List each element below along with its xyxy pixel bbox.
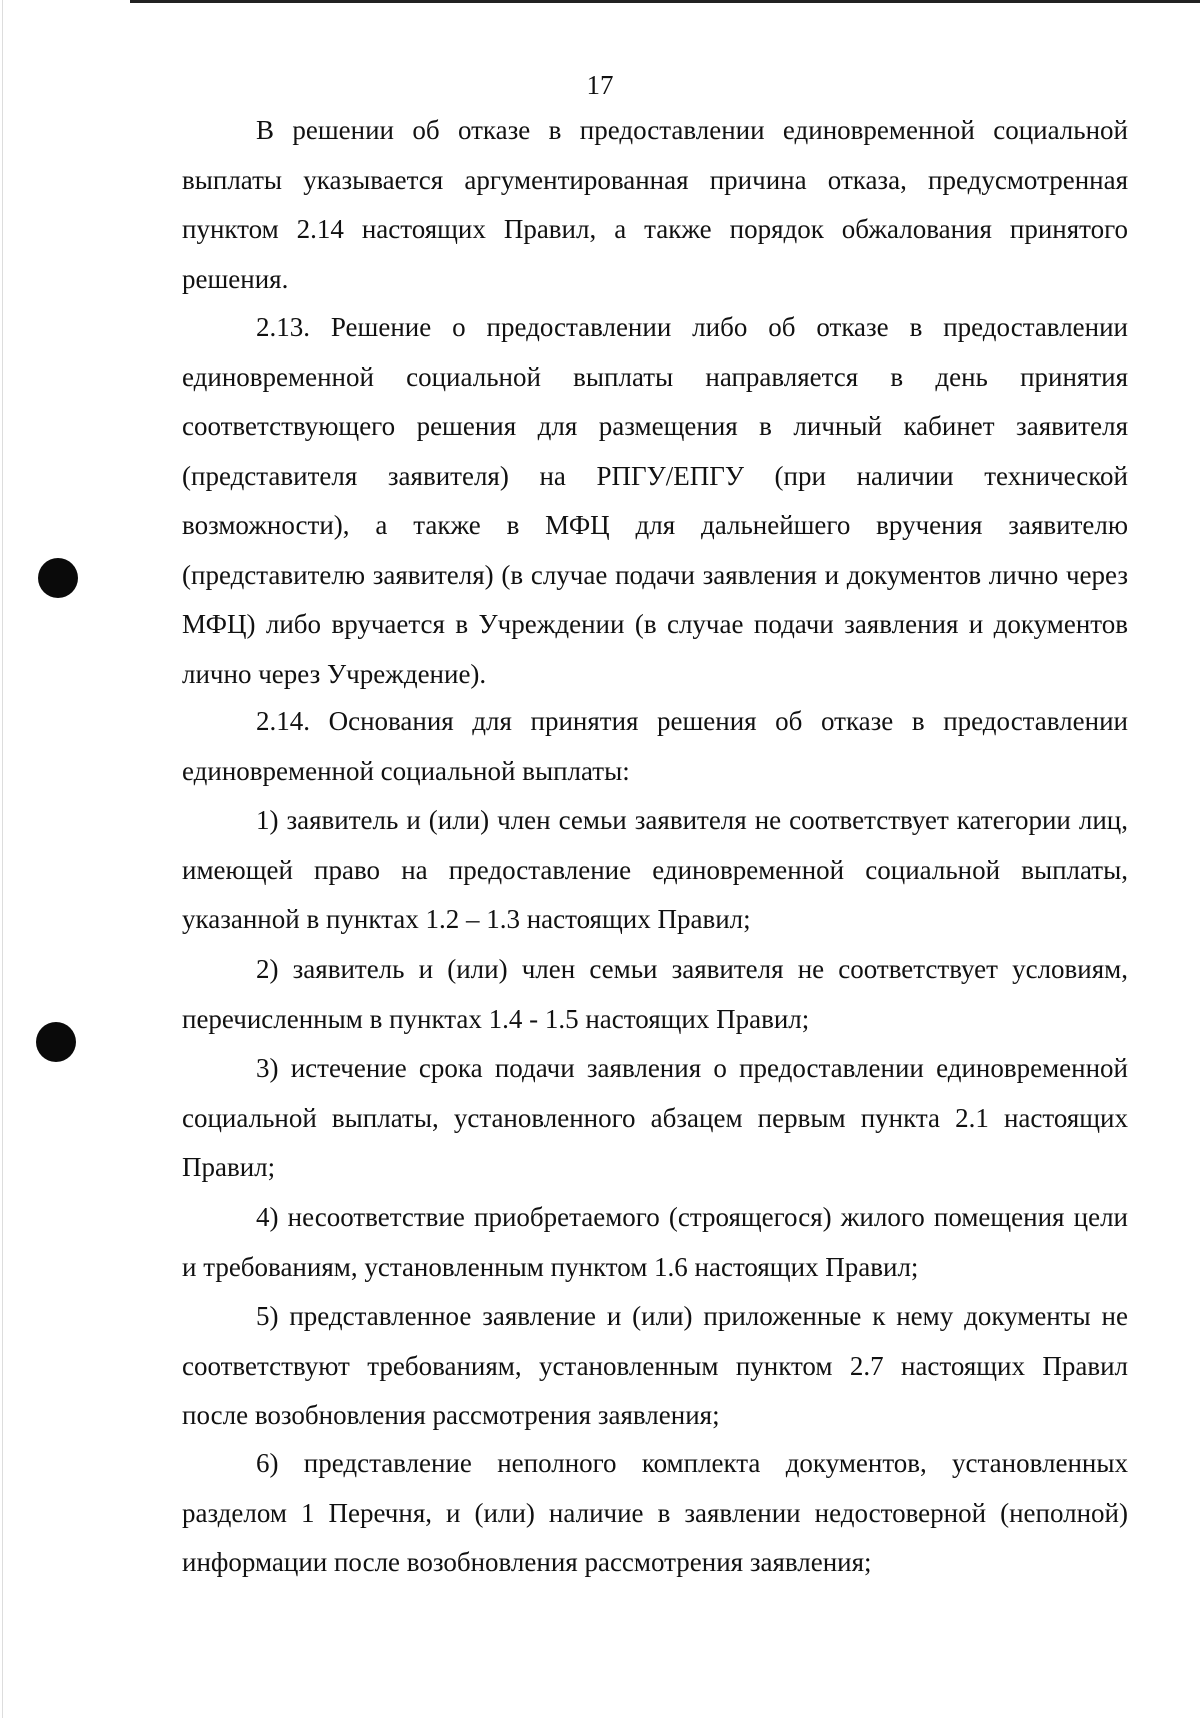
scan-top-border <box>130 0 1200 3</box>
list-item-3: 3) истечение срока подачи заявления о предоставлении единовременной социальной выплаты, установленного абзацем первым пункта 2.1 настоящих Правил; <box>182 1053 1128 1182</box>
list-item-5: 5) представленное заявление и (или) приложенные к нему документы не соответствуют требованиям, установленным пунктом 2.7 настоящих Правил после возобновления рассмотрения заявления; <box>182 1301 1128 1430</box>
list-item-1: 1) заявитель и (или) член семьи заявителя не соответствует категории лиц, имеющей право на предоставление единовременной социальной выплаты, указанной в пунктах 1.2 – 1.3 настоящих Правил; <box>182 805 1128 934</box>
scan-left-edge <box>2 0 3 1718</box>
punch-hole <box>38 558 78 598</box>
punch-hole <box>36 1022 76 1062</box>
page-number: 17 <box>586 70 614 100</box>
paragraph-2-14: 2.14. Основания для принятия решения об отказе в предоставлении единовременной социальной выплаты: <box>182 706 1128 786</box>
list-item-2: 2) заявитель и (или) член семьи заявителя не соответствует условиям, перечисленным в пунктах 1.4 - 1.5 настоящих Правил; <box>182 954 1128 1034</box>
list-item-4: 4) несоответствие приобретаемого (строящегося) жилого помещения цели и требованиям, установленным пунктом 1.6 настоящих Правил; <box>182 1202 1128 1282</box>
list-item-6: 6) представление неполного комплекта документов, установленных разделом 1 Перечня, и (или) наличие в заявлении недостоверной (неполной) информации после возобновления рассмотрения заявления; <box>182 1448 1128 1577</box>
paragraph-2-13: 2.13. Решение о предоставлении либо об отказе в предоставлении единовременной социальной выплаты направляется в день принятия соответствующего решения для размещения в личный кабинет заявителя (представителя заявителя) на РПГУ/ЕПГУ (при наличии технической возможности), а также в МФЦ для дальнейшего вручения заявителю (представителю заявителя) (в случае подачи заявления и документов лично через МФЦ) либо вручается в Учреждении (в случае подачи заявления и документов лично через Учреждение). <box>182 312 1128 689</box>
paragraph-refusal-reason: В решении об отказе в предоставлении единовременной социальной выплаты указывается аргументированная причина отказа, предусмотренная пунктом 2.14 настоящих Правил, а также порядок обжалования принятого решения. <box>182 115 1128 294</box>
